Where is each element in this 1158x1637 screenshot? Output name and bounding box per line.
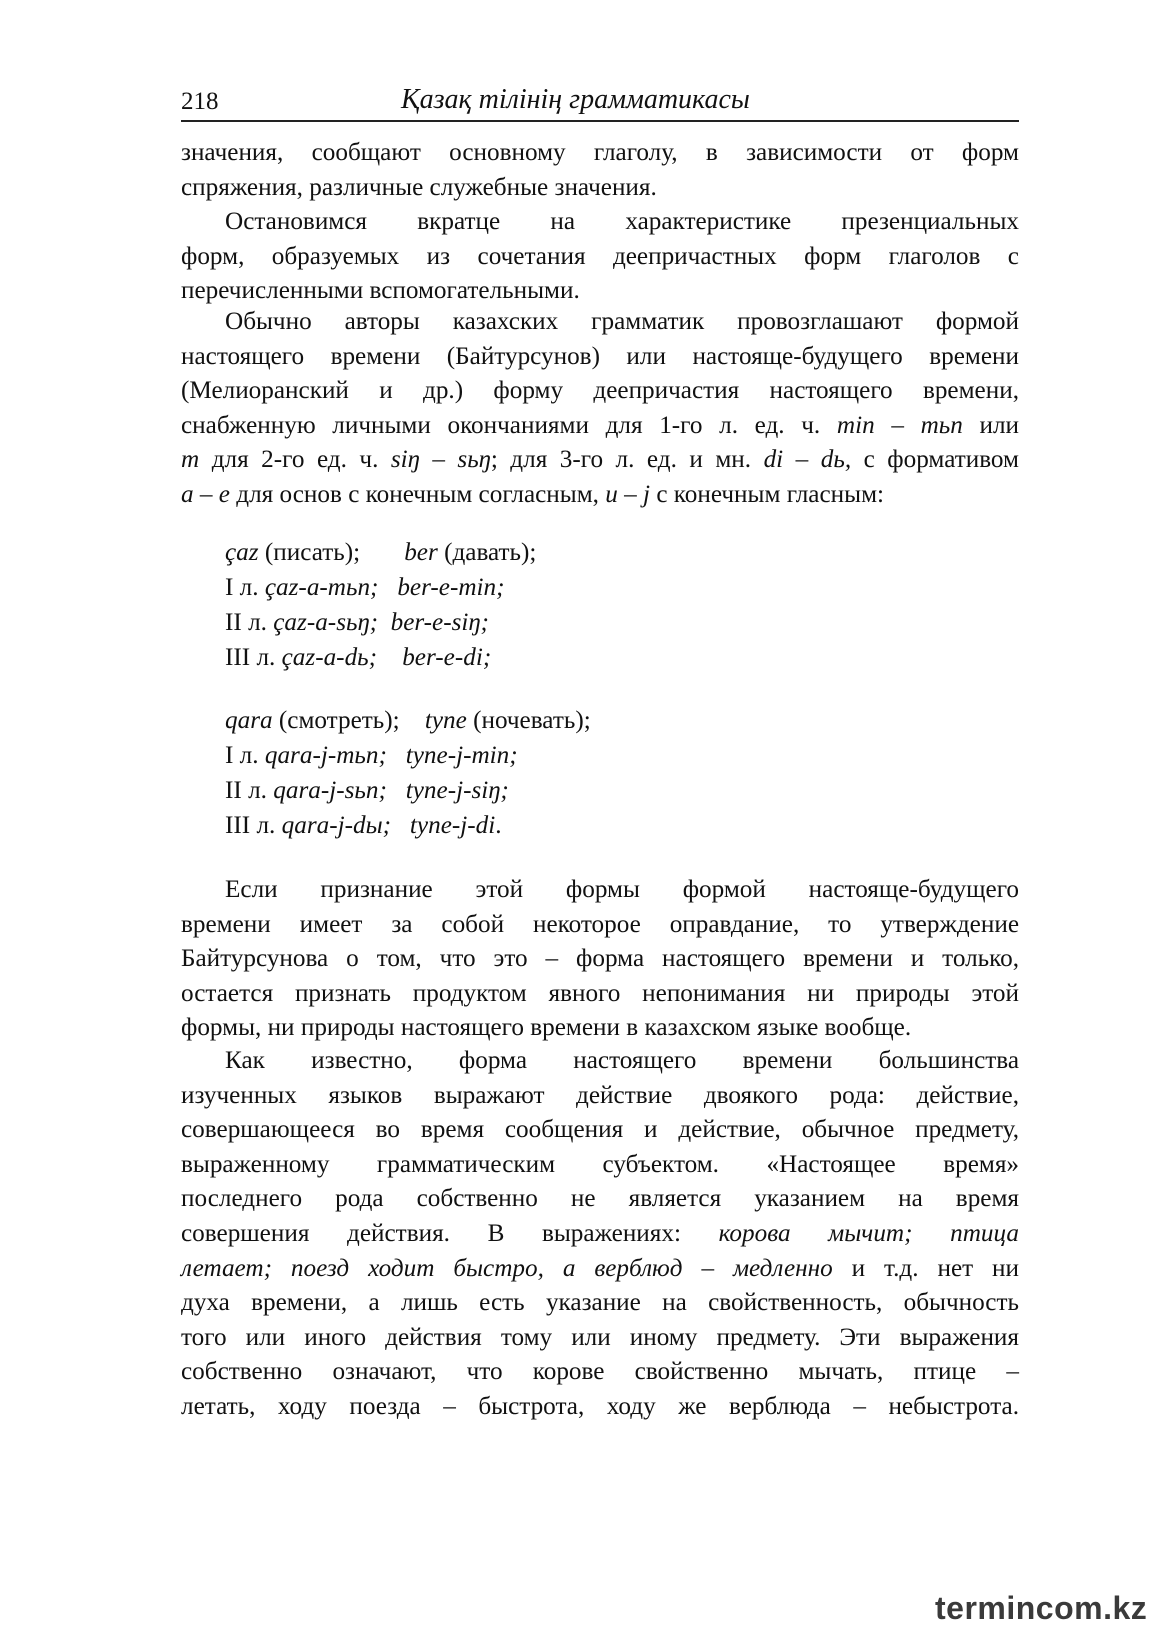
example-row (225, 738, 591, 773)
conjugation-examples-1 (225, 535, 536, 675)
text-line: духа времени, а лишь есть указание на свойственность, обычность (181, 1289, 1019, 1317)
example-row (225, 703, 591, 738)
example-form: çaz-a-тьп; (264, 574, 379, 601)
paragraph-continuation (181, 136, 1019, 205)
text-line: летать, ходу поезда – быстрота, ходу же верблюда – небыстрота. (181, 1392, 1019, 1420)
text-line: перечисленными вспомогательными. (181, 277, 580, 305)
text-line: формы, ни природы настоящего времени в казахском языке вообще. (181, 1014, 912, 1042)
text-line: выраженному грамматическим субъектом. «Настоящее время» (181, 1150, 1019, 1178)
example-gloss: (смотреть); (272, 707, 400, 734)
italic-run: корова мычит; птица (718, 1219, 1019, 1247)
italic-run: min – тьп (836, 411, 963, 439)
italic-run: летает; поезд ходит быстро, а верблюд – медленно (181, 1254, 833, 1282)
text-run: ; для 3-го л. ед. и мн. (490, 446, 764, 474)
conjugation-examples-2 (225, 703, 591, 843)
person-label: I л. (225, 742, 265, 769)
italic-run: siŋ – sьŋ (390, 446, 491, 474)
example-form: tyne-j-min; (405, 742, 518, 769)
italic-run: u – j (605, 480, 651, 508)
text-line: значения, сообщают основному глаголу, в зависимости от форм (181, 139, 1019, 166)
example-row (225, 808, 591, 843)
text-line: остается признать продуктом явного непонимания ни природы этой (181, 979, 1019, 1007)
example-form: ber-e-di; (402, 644, 492, 671)
text-line (181, 443, 1019, 478)
example-gloss: (писать); (258, 539, 361, 566)
text-line: того или иного действия тому или иному предмету. Эти выражения (181, 1323, 1019, 1351)
example-verb: ber (404, 539, 438, 566)
italic-run: m (181, 446, 200, 474)
example-form: tyne-j-di (409, 812, 496, 839)
text-run: снабженную личными окончаниями для 1-го л. ед. ч. (181, 411, 837, 439)
text-line: совершающееся во время сообщения и действие, обычное предмету, (181, 1116, 1019, 1144)
text-run: для основ с конечным согласным, (229, 480, 606, 508)
text-run: с формативом (851, 446, 1019, 474)
example-form: ber-e-siŋ; (390, 609, 489, 636)
page-header (181, 78, 1019, 122)
text-line (181, 409, 1019, 444)
example-form: ber-e-min; (397, 574, 505, 601)
text-line: форм, образуемых из сочетания деепричастных форм глаголов с (181, 242, 1019, 270)
example-verb: qara (225, 707, 273, 734)
text-line: Как известно, форма настоящего времени большинства (225, 1047, 1019, 1074)
example-form: tyne-j-siŋ; (405, 777, 509, 804)
example-row (225, 605, 536, 640)
running-title: Қазақ тілінің грамматикасы (401, 84, 750, 115)
paragraph-presential-forms (181, 205, 1019, 309)
text-run: для 2-го ед. ч. (199, 446, 391, 474)
italic-run: a – e (181, 480, 230, 508)
person-label: II л. (225, 777, 274, 804)
text-run: или (962, 411, 1020, 439)
text-line: собственно означают, что корове свойственно мычать, птице – (181, 1358, 1019, 1386)
example-form: çaz-a-dь; (281, 644, 378, 671)
example-gloss: (ночевать); (466, 707, 591, 734)
example-form: qara-j-тьп; (264, 742, 387, 769)
text-line: изученных языков выражают действие двоякого рода: действие, (181, 1081, 1019, 1109)
text-line: Если признание этой формы формой настояще-будущего (225, 876, 1019, 903)
example-row (225, 640, 536, 675)
text-line (181, 478, 1019, 513)
text-line (181, 1252, 1019, 1287)
person-label: III л. (225, 812, 282, 839)
punctuation: . (495, 812, 502, 839)
paragraph-baitursunov (181, 873, 1019, 1046)
paragraph-present-tense (181, 1044, 1019, 1425)
example-form: çaz-a-sьŋ; (273, 609, 378, 636)
text-run: и т.д. нет ни (832, 1254, 1019, 1282)
text-run: совершения действия. В выражениях: (181, 1219, 719, 1247)
site-watermark: termincom.kz (935, 1590, 1148, 1626)
example-form: qara-j-dы; (281, 812, 392, 839)
text-run: с конечным гласным: (650, 480, 885, 508)
person-label: II л. (225, 609, 274, 636)
text-line: спряжения, различные служебные значения. (181, 173, 657, 201)
text-line: Байтурсунова о том, что это – форма настоящего времени и только, (181, 945, 1019, 973)
example-form: qara-j-sьп; (273, 777, 387, 804)
person-label: I л. (225, 574, 265, 601)
text-line: (Мелиоранский и др.) форму деепричастия настоящего времени, (181, 377, 1019, 405)
paragraph-authors (181, 305, 1019, 513)
example-row (225, 773, 591, 808)
text-line: Остановимся вкратце на характеристике презенциальных (225, 208, 1019, 235)
text-line: Обычно авторы казахских грамматик провозглашают формой (225, 308, 1019, 335)
example-row (225, 570, 536, 605)
person-label: III л. (225, 644, 282, 671)
text-line (181, 1217, 1019, 1252)
page-number: 218 (181, 88, 219, 115)
text-line: последнего рода собственно не является указанием на время (181, 1185, 1019, 1213)
example-row (225, 535, 536, 570)
text-line: настоящего времени (Байтурсунов) или настояще-будущего времени (181, 342, 1019, 370)
example-verb: çaz (225, 539, 259, 566)
italic-run: di – dь, (763, 446, 852, 474)
example-gloss: (давать); (437, 539, 537, 566)
text-line: времени имеет за собой некоторое оправдание, то утверждение (181, 910, 1019, 938)
example-verb: tyne (424, 707, 467, 734)
